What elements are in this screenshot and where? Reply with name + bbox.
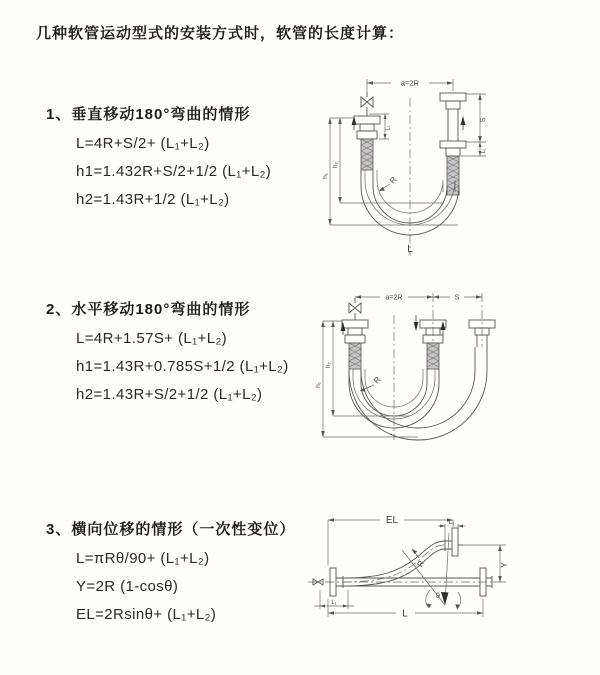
section-3-formula-EL: EL=2Rsinθ+ (L₁+L₂) xyxy=(76,606,217,623)
section-3-formula-Y: Y=2R (1-cosθ) xyxy=(76,578,179,595)
label-l1-top: L₁ xyxy=(448,520,455,526)
hose-displaced-curve xyxy=(343,541,445,586)
movement-arrow-up-left xyxy=(341,322,346,335)
section-1-formula-h2: h2=1.43R+1/2 (L₁+L₂) xyxy=(76,191,230,208)
dimension-h2 xyxy=(325,321,410,416)
label-r: R xyxy=(372,375,383,386)
dimension-el xyxy=(328,515,453,565)
label-l1-left: L₁ xyxy=(385,125,392,131)
diagram-horizontal-180-bend xyxy=(310,285,600,465)
radius-leader xyxy=(360,375,383,392)
left-flange-fitting xyxy=(342,320,368,343)
label-l: L xyxy=(402,608,408,620)
valve-icon xyxy=(361,92,373,116)
label-l: L xyxy=(407,244,413,255)
diagram-vertical-180-bend xyxy=(310,70,590,260)
middle-braid-section xyxy=(427,343,439,369)
dimension-h1 xyxy=(315,321,418,437)
label-l1-left: L₁ xyxy=(331,600,337,606)
left-braid-section xyxy=(361,139,373,170)
section-2-heading: 2、水平移动180°弯曲的情形 xyxy=(46,301,251,318)
label-r: R xyxy=(415,558,427,569)
movement-arrow-down-middle xyxy=(414,315,419,331)
label-a-2r: a=2R xyxy=(400,78,420,88)
dimension-a-2r xyxy=(367,79,453,93)
label-l1-right: L₁ xyxy=(481,148,487,154)
dimension-l xyxy=(328,599,483,620)
label-s: S xyxy=(480,117,487,123)
section-2-formula-h2: h2=1.43R+S/2+1/2 (L₁+L₂) xyxy=(76,386,263,403)
label-h2: h₂ xyxy=(325,361,332,369)
section-3-heading: 3、横向位移的情形（一次性变位） xyxy=(46,521,296,538)
label-a-2r: a=2R xyxy=(385,294,403,302)
valve-icon xyxy=(349,298,361,320)
dimension-s xyxy=(466,94,487,142)
diagram-lateral-displacement xyxy=(300,505,600,665)
label-el: EL xyxy=(385,515,399,526)
page-title: 几种软管运动型式的安装方式时，软管的长度计算： xyxy=(36,25,405,42)
hose-u-current xyxy=(349,369,439,428)
section-2-formula-h1: h1=1.43R+0.785S+1/2 (L₁+L₂) xyxy=(76,358,289,375)
dimension-l1-right xyxy=(461,142,487,156)
label-y: Y xyxy=(500,562,509,568)
section-1-formula-h1: h1=1.432R+S/2+1/2 (L₁+L₂) xyxy=(76,163,272,180)
movement-arrow-up-right xyxy=(461,116,466,130)
dimension-s xyxy=(433,295,482,302)
section-1-heading: 1、垂直移动180°弯曲的情形 xyxy=(46,106,251,123)
right-braid-section xyxy=(447,156,459,195)
label-h1: h₁ xyxy=(322,173,329,179)
section-1-formula-L: L=4R+S/2+ (L₁+L₂) xyxy=(76,135,210,152)
dimension-h1 xyxy=(322,118,458,225)
section-2-formula-L: L=4R+1.57S+ (L₁+L₂) xyxy=(76,330,228,347)
dimension-y xyxy=(460,545,509,582)
label-h2: h₂ xyxy=(332,161,339,169)
label-s: S xyxy=(454,294,460,302)
label-theta: θ xyxy=(436,593,440,600)
left-braid-section xyxy=(349,343,361,369)
dimension-l1-top xyxy=(438,520,465,539)
label-h1: h₁ xyxy=(315,382,322,388)
left-flange-fitting xyxy=(354,116,380,139)
label-r: R xyxy=(388,175,399,186)
dimension-a-2r xyxy=(355,295,433,302)
dimension-l1-left xyxy=(314,590,354,609)
section-3-formula-L: L=πRθ/90+ (L₁+L₂) xyxy=(76,550,210,567)
radius-leader xyxy=(379,175,399,191)
